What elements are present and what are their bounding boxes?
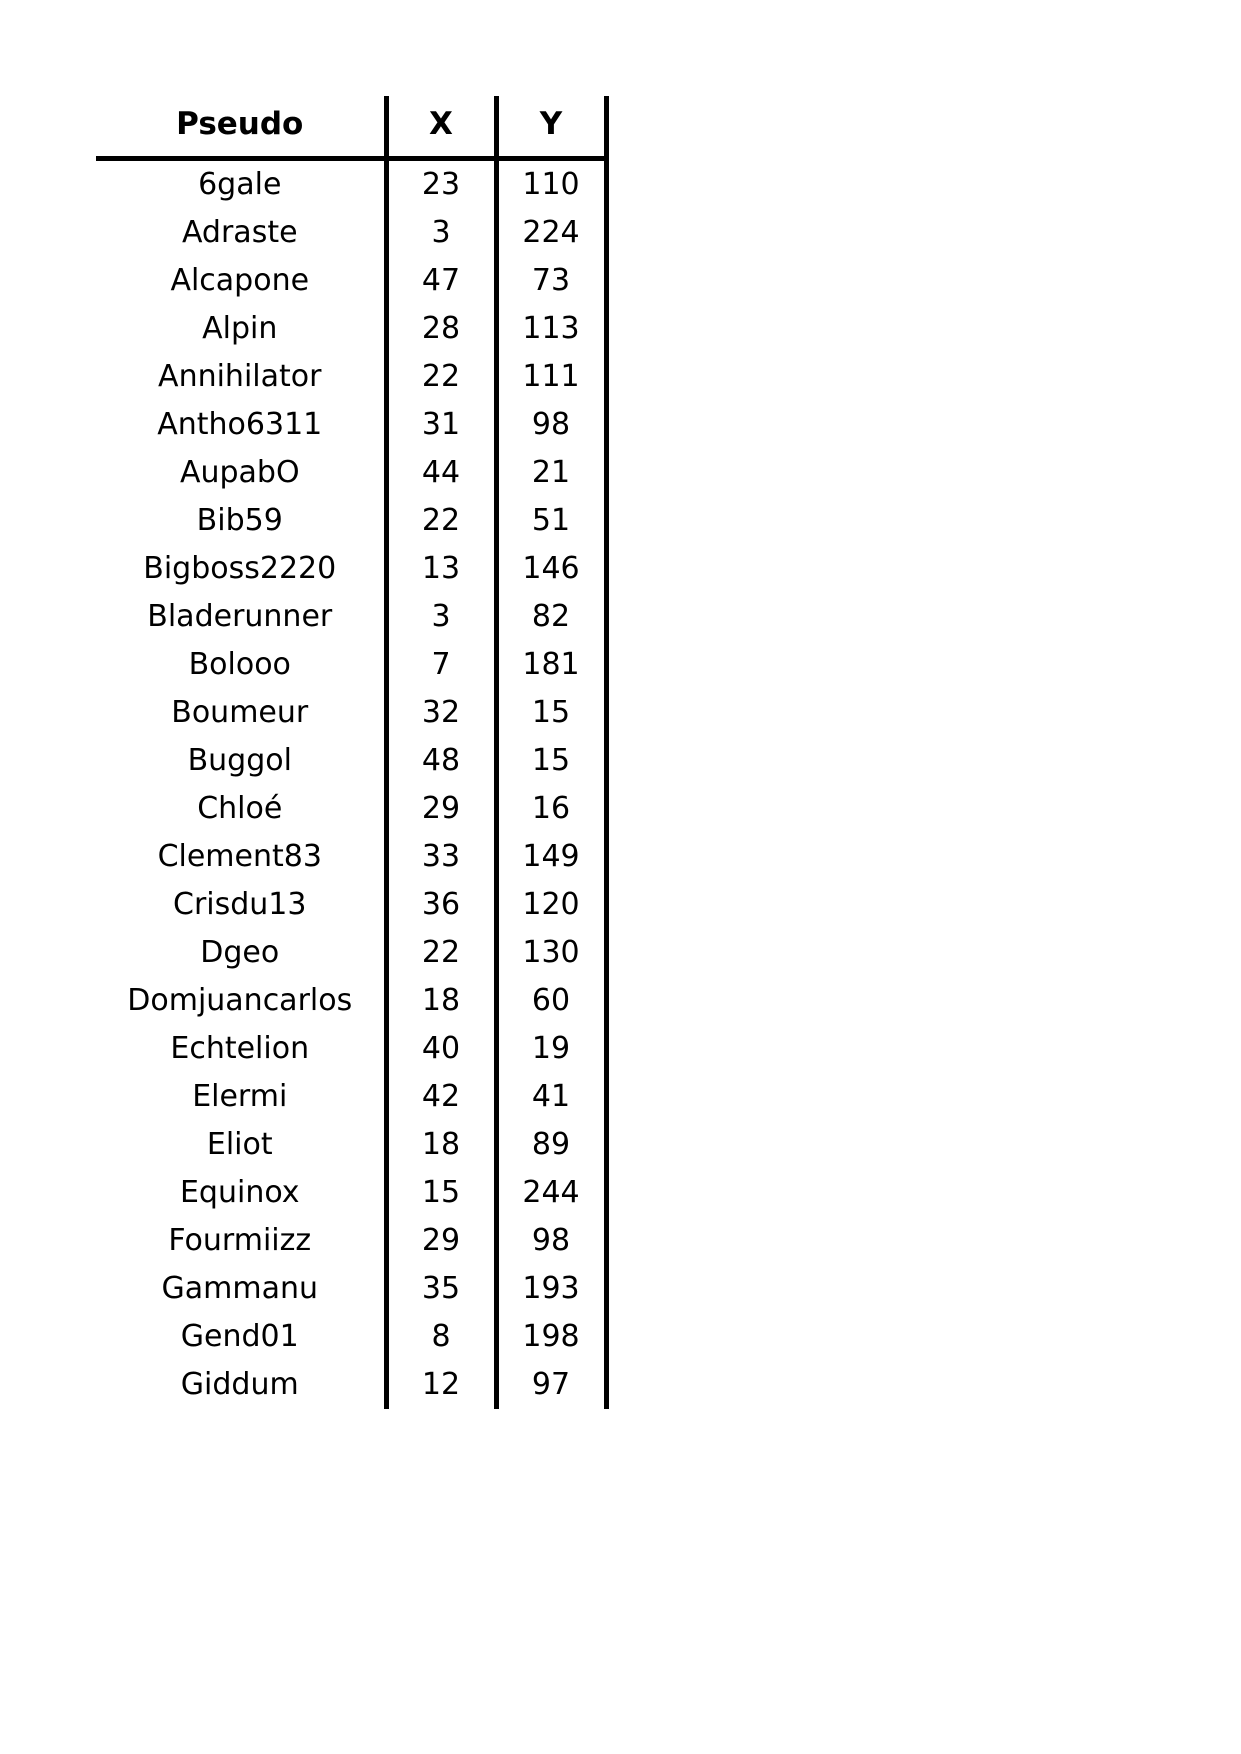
cell-x: 8 xyxy=(386,1313,496,1361)
table-row xyxy=(96,497,606,545)
cell-pseudo: Equinox xyxy=(179,1175,300,1210)
cell-y: 60 xyxy=(496,977,606,1025)
cell-pseudo: Chloé xyxy=(197,791,283,826)
cell-pseudo: Antho6311 xyxy=(157,407,323,442)
cell-y: 41 xyxy=(496,1073,606,1121)
cell-y: 73 xyxy=(496,257,606,305)
cell-pseudo: Alcapone xyxy=(170,263,310,298)
cell-y: 19 xyxy=(496,1025,606,1073)
cell-pseudo: Adraste xyxy=(181,215,298,250)
table-row xyxy=(96,209,606,257)
cell-pseudo: Elermi xyxy=(192,1079,288,1114)
cell-y: 110 xyxy=(496,159,606,210)
cell-y: 113 xyxy=(496,305,606,353)
cell-x: 47 xyxy=(386,257,496,305)
cell-x: 28 xyxy=(386,305,496,353)
cell-x: 23 xyxy=(386,159,496,210)
cell-pseudo: Echtelion xyxy=(170,1031,310,1066)
table-header-row xyxy=(96,96,606,159)
cell-x: 32 xyxy=(386,689,496,737)
cell-x: 15 xyxy=(386,1169,496,1217)
cell-y: 98 xyxy=(496,1217,606,1265)
cell-x: 22 xyxy=(386,353,496,401)
table-row xyxy=(96,159,606,210)
table-body xyxy=(96,159,606,1410)
cell-x: 29 xyxy=(386,1217,496,1265)
table-row xyxy=(96,305,606,353)
cell-y: 15 xyxy=(496,737,606,785)
cell-y: 15 xyxy=(496,689,606,737)
cell-pseudo: Crisdu13 xyxy=(173,887,307,922)
cell-y: 21 xyxy=(496,449,606,497)
cell-pseudo: Fourmiizz xyxy=(168,1223,312,1258)
cell-x: 18 xyxy=(386,977,496,1025)
table-row xyxy=(96,881,606,929)
table-row xyxy=(96,689,606,737)
cell-x: 3 xyxy=(386,209,496,257)
table-row xyxy=(96,401,606,449)
cell-pseudo: Annihilator xyxy=(158,359,322,394)
cell-pseudo: Boumeur xyxy=(171,695,309,730)
cell-x: 42 xyxy=(386,1073,496,1121)
cell-y: 51 xyxy=(496,497,606,545)
table-row xyxy=(96,833,606,881)
cell-pseudo: Bib59 xyxy=(196,503,283,538)
cell-y: 82 xyxy=(496,593,606,641)
cell-pseudo: 6gale xyxy=(198,167,282,202)
cell-y: 181 xyxy=(496,641,606,689)
cell-pseudo: Giddum xyxy=(180,1367,299,1402)
cell-x: 29 xyxy=(386,785,496,833)
cell-x: 13 xyxy=(386,545,496,593)
cell-x: 22 xyxy=(386,929,496,977)
cell-pseudo: AupabO xyxy=(179,455,300,490)
table-container xyxy=(96,96,676,1409)
table-row xyxy=(96,353,606,401)
cell-pseudo: Clement83 xyxy=(157,839,322,874)
cell-x: 36 xyxy=(386,881,496,929)
cell-pseudo: Dgeo xyxy=(200,935,280,970)
table-row xyxy=(96,785,606,833)
cell-y: 120 xyxy=(496,881,606,929)
column-header-x: X xyxy=(386,96,496,159)
table-row xyxy=(96,1073,606,1121)
cell-pseudo: Bigboss2220 xyxy=(143,551,337,586)
table-row xyxy=(96,929,606,977)
cell-y: 89 xyxy=(496,1121,606,1169)
column-header-y: Y xyxy=(496,96,606,159)
cell-pseudo: Gammanu xyxy=(161,1271,318,1306)
table-row xyxy=(96,1169,606,1217)
cell-x: 22 xyxy=(386,497,496,545)
cell-x: 35 xyxy=(386,1265,496,1313)
table-row xyxy=(96,1217,606,1265)
table-row xyxy=(96,1361,606,1409)
cell-y: 98 xyxy=(496,401,606,449)
cell-y: 224 xyxy=(496,209,606,257)
cell-y: 193 xyxy=(496,1265,606,1313)
cell-pseudo: Gend01 xyxy=(180,1319,299,1354)
cell-x: 40 xyxy=(386,1025,496,1073)
table-row xyxy=(96,737,606,785)
table-row xyxy=(96,1025,606,1073)
cell-pseudo: Domjuancarlos xyxy=(127,983,353,1018)
table-row xyxy=(96,545,606,593)
table-header xyxy=(96,96,606,159)
table-row xyxy=(96,977,606,1025)
table-row xyxy=(96,449,606,497)
pseudo-coordinates-table xyxy=(96,96,609,1409)
column-header-pseudo: Pseudo xyxy=(96,96,386,159)
table-row xyxy=(96,1313,606,1361)
cell-y: 146 xyxy=(496,545,606,593)
cell-y: 149 xyxy=(496,833,606,881)
table-row xyxy=(96,641,606,689)
cell-x: 31 xyxy=(386,401,496,449)
table-row xyxy=(96,1121,606,1169)
cell-x: 44 xyxy=(386,449,496,497)
cell-pseudo: Bolooo xyxy=(188,647,291,682)
cell-y: 111 xyxy=(496,353,606,401)
table-row xyxy=(96,1265,606,1313)
cell-x: 3 xyxy=(386,593,496,641)
cell-pseudo: Buggol xyxy=(187,743,292,778)
cell-y: 97 xyxy=(496,1361,606,1409)
cell-pseudo: Eliot xyxy=(206,1127,273,1162)
table-row xyxy=(96,257,606,305)
cell-y: 244 xyxy=(496,1169,606,1217)
cell-x: 12 xyxy=(386,1361,496,1409)
cell-y: 16 xyxy=(496,785,606,833)
cell-x: 33 xyxy=(386,833,496,881)
cell-y: 198 xyxy=(496,1313,606,1361)
cell-x: 48 xyxy=(386,737,496,785)
table-row xyxy=(96,593,606,641)
cell-x: 7 xyxy=(386,641,496,689)
cell-x: 18 xyxy=(386,1121,496,1169)
cell-pseudo: Alpin xyxy=(202,311,278,346)
cell-y: 130 xyxy=(496,929,606,977)
cell-pseudo: Bladerunner xyxy=(147,599,333,634)
